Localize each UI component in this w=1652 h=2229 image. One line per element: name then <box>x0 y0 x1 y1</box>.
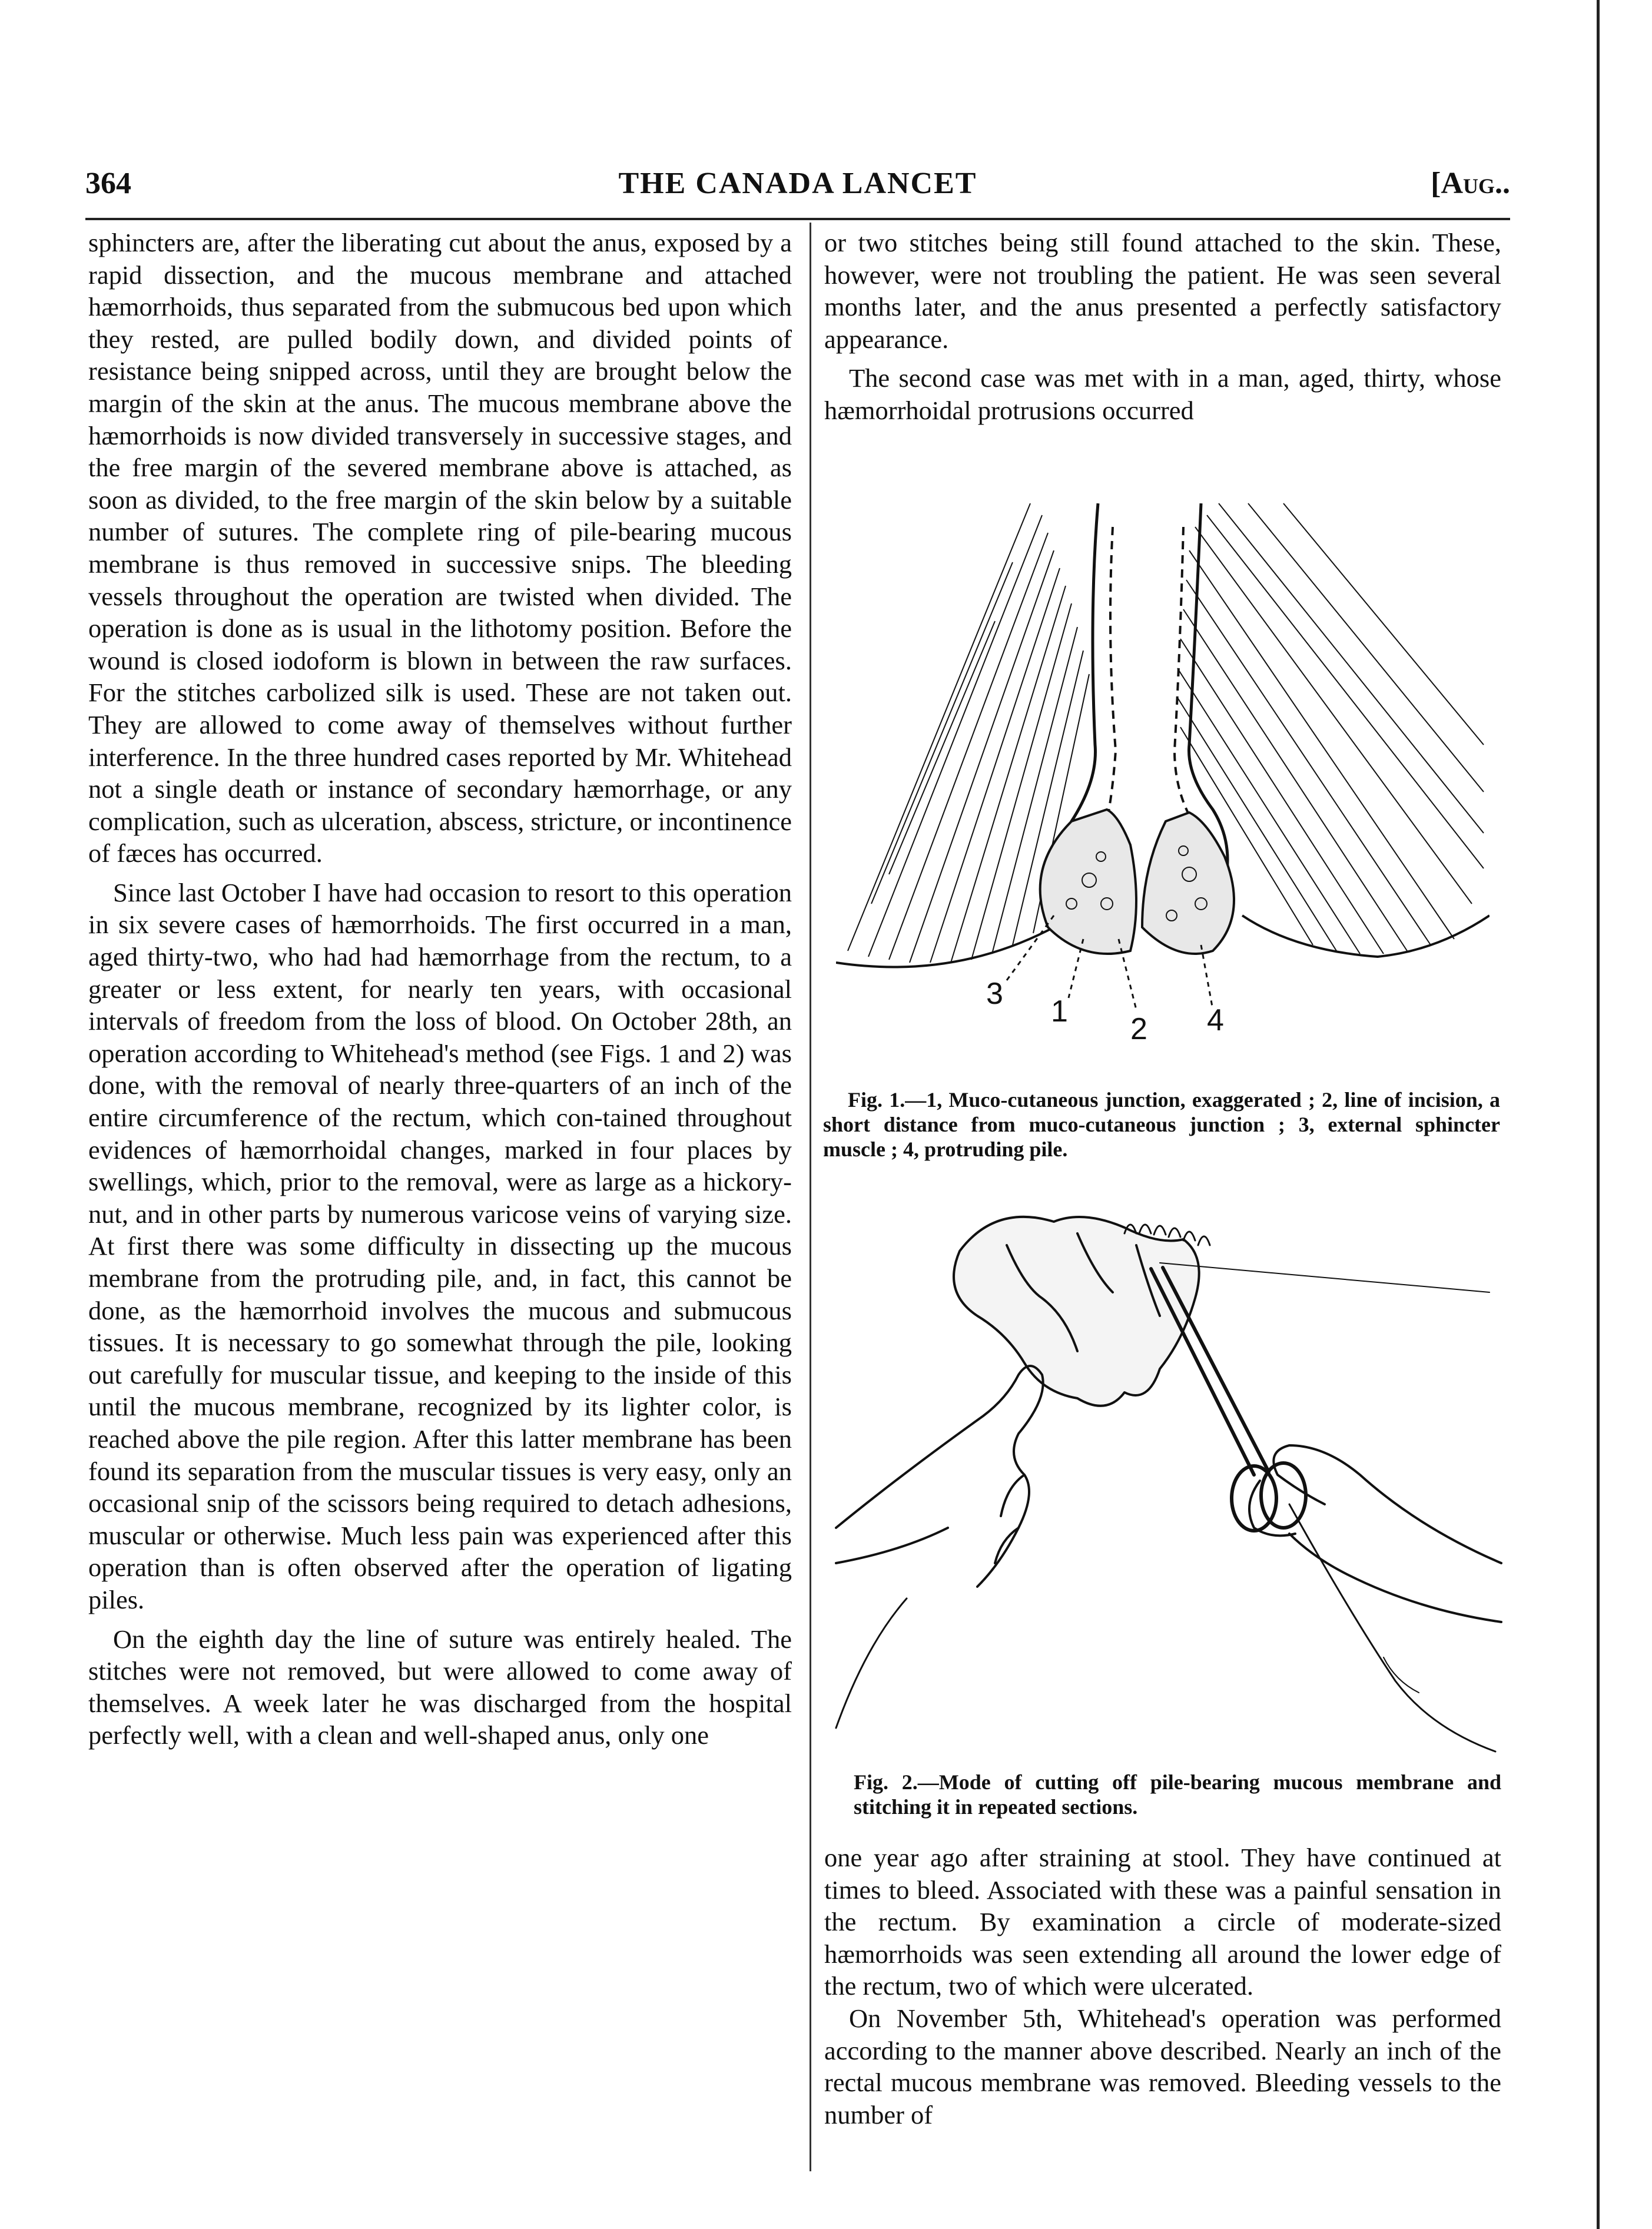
right-column-bottom <box>824 1842 1501 2131</box>
figure-1-caption: Fig. 1.—1, Muco-cutaneous junction, exaggerated ; 2, line of incision, a short distance from muco-cutaneous junction ; 3, external sphincter muscle ; 4, protruding pile. <box>823 1088 1500 1161</box>
figure-1-label-3: 3 <box>986 977 1003 1011</box>
right-paragraph-1: or two stitches being still found attached to the skin. These, however, were not troubling the patient. He was seen several months later, and the anus presented a perfectly satisfactory appearance. <box>824 228 1501 354</box>
right-column-top <box>824 227 1501 427</box>
column-divider <box>810 223 811 2171</box>
figure-1-label-4: 4 <box>1207 1003 1224 1037</box>
journal-title: THE CANADA LANCET <box>618 167 977 200</box>
figure-1-label-2: 2 <box>1130 1012 1147 1046</box>
figure-2-illustration <box>830 1198 1507 1757</box>
page-number: 364 <box>85 167 131 200</box>
issue-month: [Aug.. <box>1431 167 1510 200</box>
page-header <box>85 166 1510 213</box>
figure-1-label-1: 1 <box>1051 994 1068 1029</box>
header-rule <box>85 218 1510 220</box>
left-paragraph-1: sphincters are, after the liberating cut about the anus, exposed by a rapid dissection, and the mucous membrane and attached hæmorrhoids, thus separated from the submucous bed upon which they rested, are pulled bodily down, and divided points of resistance being snipped across, until they are brought below the margin of the skin at the anus. The mucous membrane above the hæmorrhoids is now divided transversely in successive stages, and the free margin of the severed membrane above is attached, as soon as divided, to the free margin of the skin below by a suitable number of sutures. The complete ring of pile-bearing mucous membrane is thus removed in successive snips. The bleeding vessels throughout the operation are twisted when divided. The operation is done as is usual in the lithotomy position. Before the wound is closed iodoform is blown in between the raw surfaces. For the stitches carbolized silk is used. These are not taken out. They are allowed to come away of themselves without further interference. In the three hundred cases reported by Mr. Whitehead not a single death or instance of secondary hæmorrhage, or any complication, such as ulceration, abscess, stricture, or incontinence of fæces has occurred. <box>88 228 792 868</box>
left-paragraph-2: Since last October I have had occasion to resort to this operation in six severe cases of hæmorrhoids. The first occurred in a man, aged thirty-two, who had had hæmorrhage from the rectum, to a greater or less extent, for nearly ten years, with occasional intervals of freedom from the loss of blood. On October 28th, an operation according to Whitehead's method (see Figs. 1 and 2) was done, with the removal of nearly three-quarters of an inch of the entire circumference of the rectum, which con-tained throughout evidences of hæmorrhoidal changes, marked in four places by swellings, which, prior to the removal, were as large as a hickory-nut, and in other parts by numerous varicose veins of varying size. At first there was some difficulty in dissecting up the mucous membrane from the protruding pile, and, in fact, this cannot be done, as the hæmorrhoid involves the mucous and submucous tissues. It is necessary to go somewhat through the pile, looking out carefully for muscular tissue, and keeping to the inside of this until the mucous membrane, recognized by its lighter color, is reached above the pile region. After this latter membrane has been found its separation from the muscular tissues is very easy, only an occasional snip of the scissors being required to detach adhesions, muscular or otherwise. Much less pain was experienced after this operation than is often observed after the operation of ligating piles. <box>88 877 792 1614</box>
right-paragraph-3: one year ago after straining at stool. They have continued at times to bleed. Associated with these was a painful sensation in the rectum. By examination a circle of moderate-sized hæmorrhoids was seen extending all around the lower edge of the rectum, two of which were ulcerated. <box>824 1843 1501 2001</box>
right-paragraph-4: On November 5th, Whitehead's operation was performed according to the manner above described. Nearly an inch of the rectal mucous membrane was removed. Bleeding vessels to the number of <box>824 2003 1501 2130</box>
figure-2-caption: Fig. 2.—Mode of cutting off pile-bearing mucous membrane and stitching it in repeated sections. <box>854 1770 1501 1819</box>
left-paragraph-3: On the eighth day the line of suture was entirely healed. The stitches were not removed, but were allowed to come away of themselves. A week later he was discharged from the hospital perfectly well, with a clean and well-shaped anus, only one <box>88 1624 792 1750</box>
figure-1-illustration <box>836 492 1490 1074</box>
scan-edge-line <box>1597 0 1600 2229</box>
left-column <box>88 227 792 1752</box>
right-paragraph-2: The second case was met with in a man, aged, thirty, whose hæmorrhoidal protrusions occurred <box>824 363 1501 425</box>
